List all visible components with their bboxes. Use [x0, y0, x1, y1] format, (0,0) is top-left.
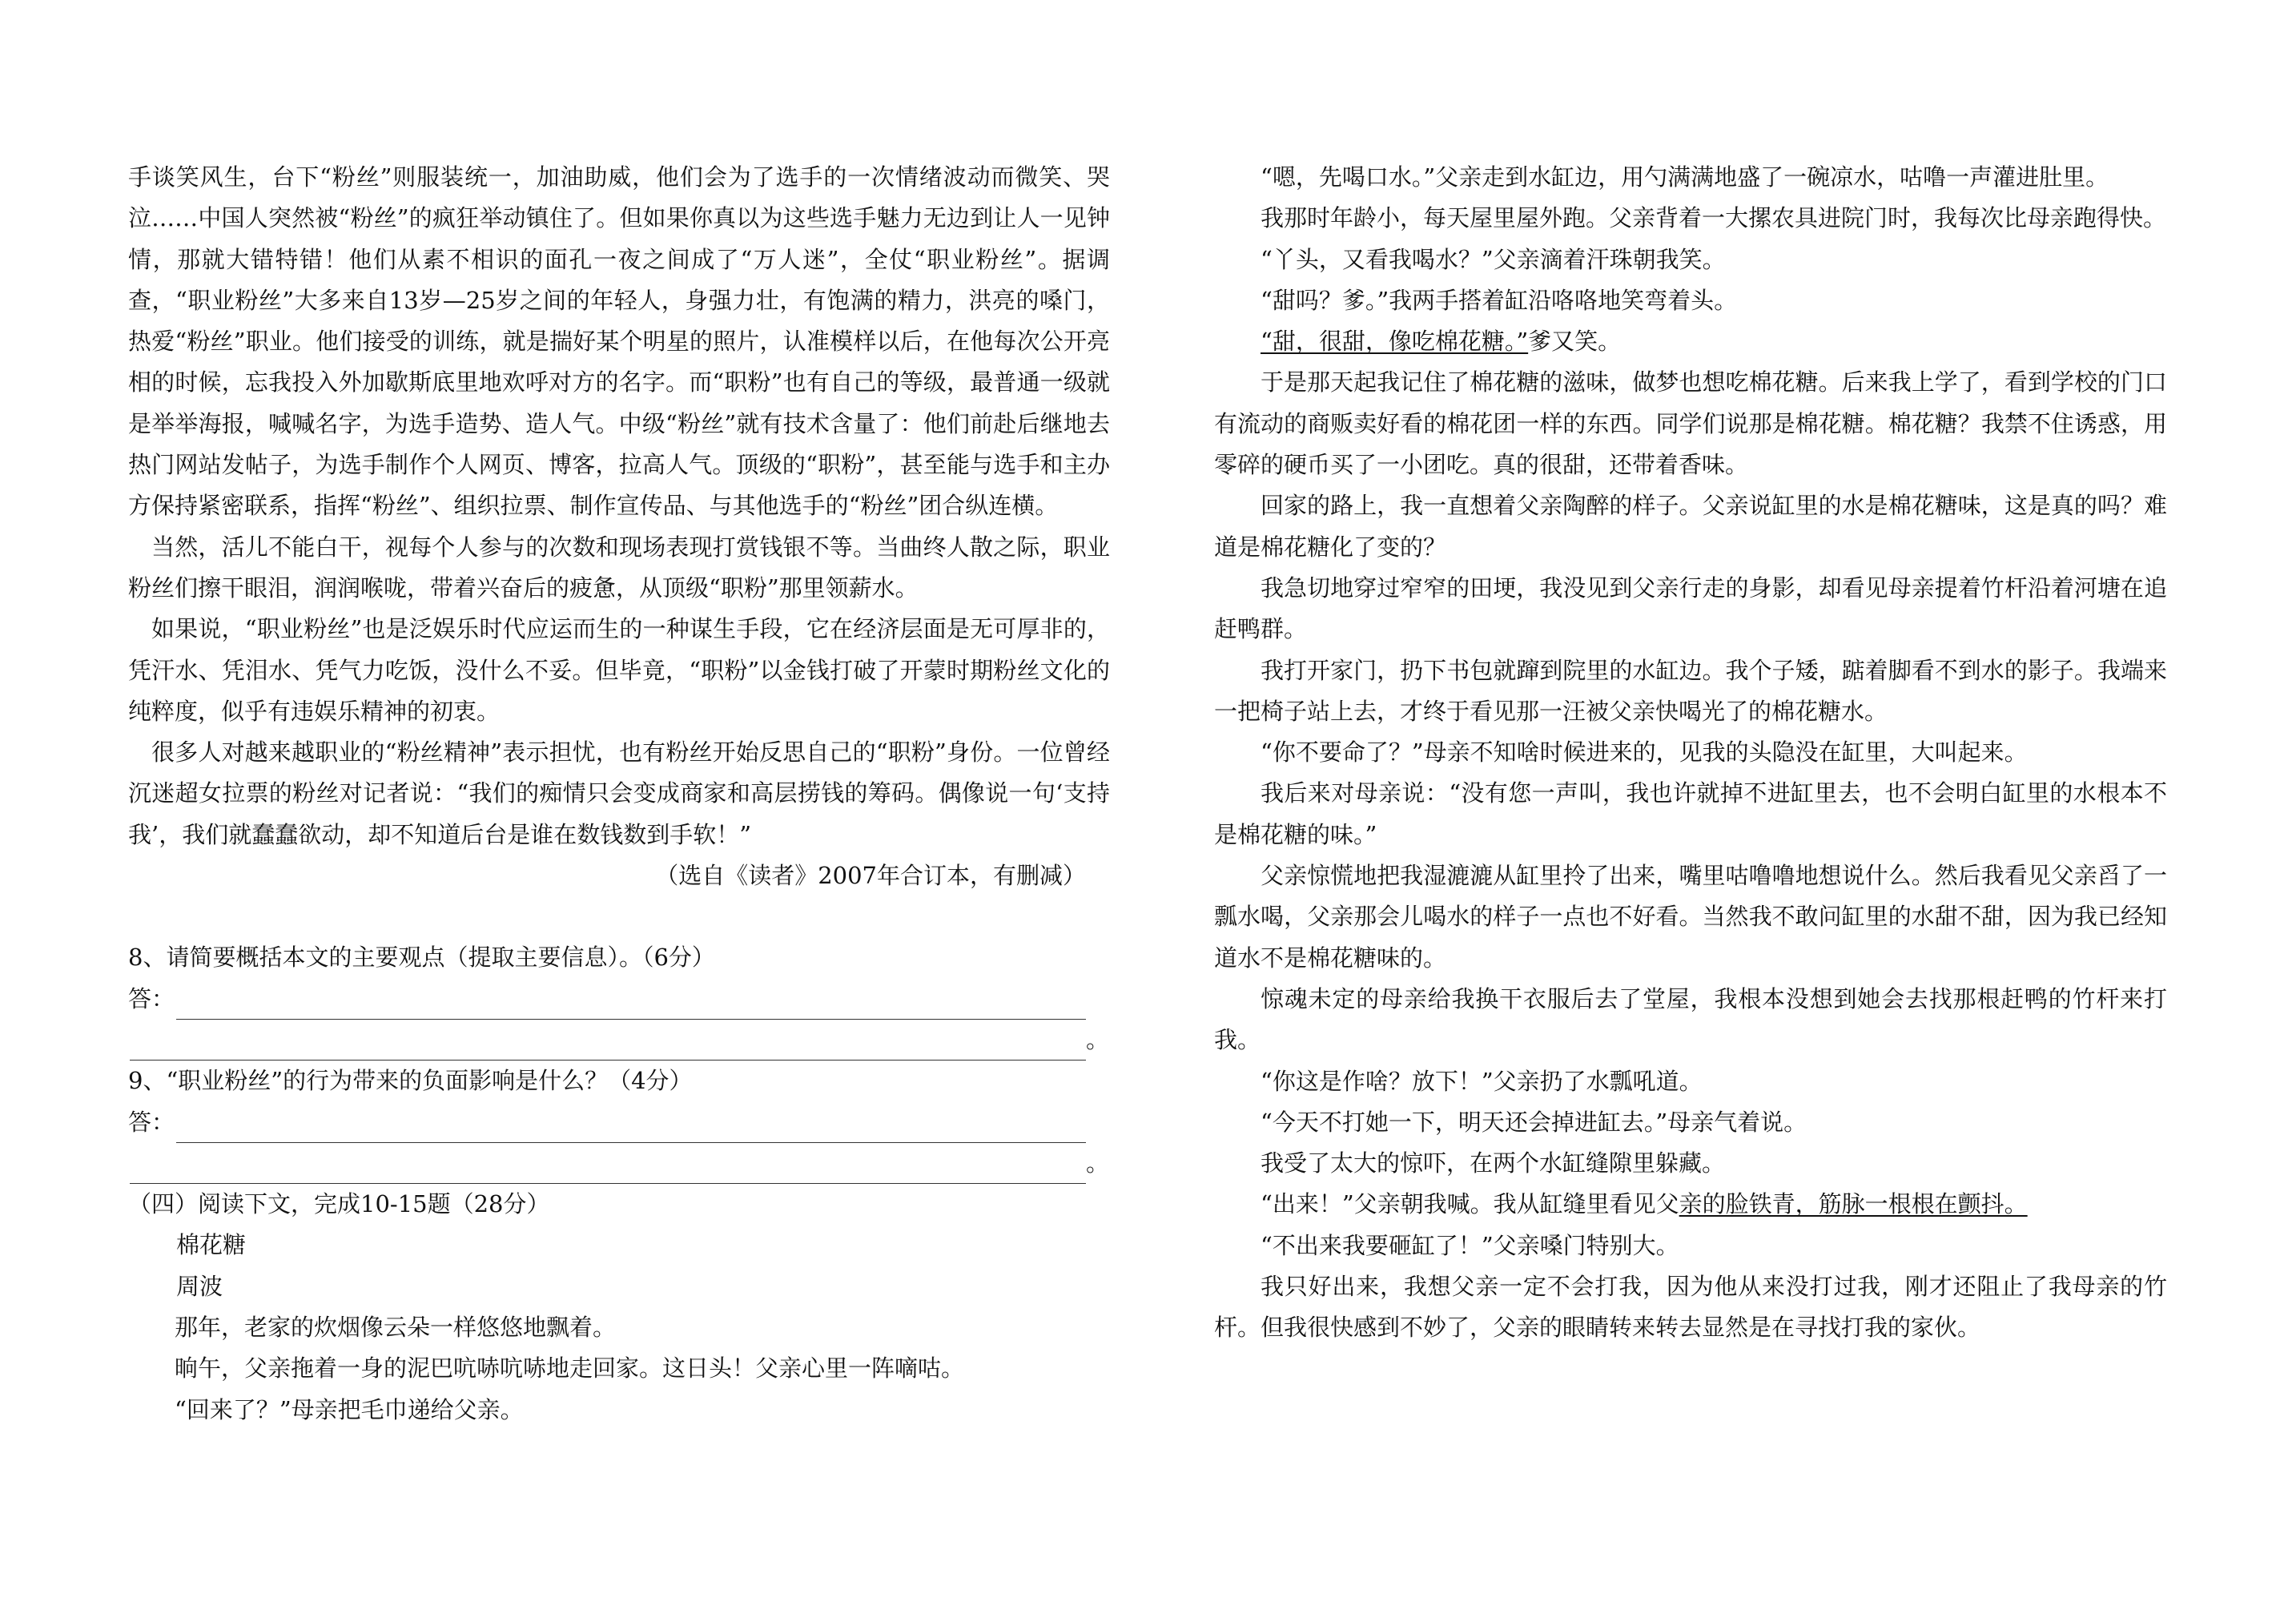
story-paragraph: 我只好出来，我想父亲一定不会打我，因为他从来没打过我，刚才还阻止了我母亲的竹杆。但我很快感到不妙了，父亲的眼睛转来转去显然是在寻找打我的家伙。	[1214, 1273, 2167, 1342]
sentence-rest: 爹又笑。	[1528, 328, 1622, 356]
section-heading: （四）阅读下文，完成10-15题（28分）	[128, 1190, 550, 1218]
passage-paragraph: 手谈笑风生，台下“粉丝”则服装统一，加油助威，他们会为了选手的一次情绪波动而微笑、哭泣……中国人突然被“粉丝”的疯狂举动镇住了。但如果你真以为这些选手魅力无边到让人一见钟情，那就大错特错！他们从素不相识的面孔一夜之间成了“万人迷”，全仗“职业粉丝”。据调查，“职业粉丝”大多来自13岁—25岁之间的年轻人，身强力壮，有饱满的精力，洪亮的嗓门，热爱“粉丝”职业。他们接受的训练，就是揣好某个明星的照片，认准模样以后，在他每次公开亮相的时候，忘我投入外加歇斯底里地欢呼对方的名字。而“职粉”也有自己的等级，最普通一级就是举举海报，喊喊名字，为选手造势、造人气。中级“粉丝”就有技术含量了：他们前赴后继地去热门网站发帖子，为选手制作个人网页、博客，拉高人气。顶级的“职粉”，甚至能与选手和主办方保持紧密联系，指挥“粉丝”、组织拉票、制作宣传品、与其他选手的“粉丝”团合纵连横。	[128, 163, 1110, 520]
right-column	[1214, 157, 2167, 1349]
source-citation: （选自《读者》2007年合订本，有删减）	[655, 862, 1086, 890]
story-paragraph: “不出来我要砸缸了！”父亲嗓门特别大。	[1261, 1231, 1679, 1259]
spacer	[128, 896, 1110, 937]
answer-line-q8-2[interactable]	[128, 1020, 1110, 1061]
story-paragraph: 晌午，父亲拖着一身的泥巴吭哧吭哧地走回家。这日头！父亲心里一阵嘀咕。	[175, 1354, 965, 1383]
story-paragraph: “甜吗？爹。”我两手搭着缸沿咯咯地笑弯着头。	[1261, 286, 1738, 314]
answer-end: 。	[1086, 1025, 1110, 1053]
story-paragraph	[1214, 1184, 2167, 1225]
story-paragraph	[1214, 321, 2167, 362]
answer-blank[interactable]	[130, 1032, 1086, 1061]
passage-paragraph: 很多人对越来越职业的“粉丝精神”表示担忧，也有粉丝开始反思自己的“职粉”身份。一位曾经沉迷超女拉票的粉丝对记者说：“我们的痴情只会变成商家和高层捞钱的筹码。偶像说一句‘支持我’，我们就蠢蠢欲动，却不知道后台是谁在数钱数到手软！”	[128, 739, 1110, 848]
answer-label: 答：	[128, 1108, 175, 1136]
answer-blank[interactable]	[130, 1156, 1086, 1184]
passage-paragraph: 当然，活儿不能白干，视每个人参与的次数和现场表现打赏钱银不等。当曲终人散之际，职业粉丝们擦干眼泪，润润喉咙，带着兴奋后的疲惫，从顶级“职粉”那里领薪水。	[128, 533, 1110, 602]
story-paragraph: 回家的路上，我一直想着父亲陶醉的样子。父亲说缸里的水是棉花糖味，这是真的吗？难道是棉花糖化了变的？	[1214, 492, 2167, 561]
story-paragraph: 父亲惊慌地把我湿漉漉从缸里拎了出来，嘴里咕噜噜地想说什么。然后我看见父亲舀了一瓢水喝，父亲那会儿喝水的样子一点也不好看。当然我不敢问缸里的水甜不甜，因为我已经知道水不是棉花糖味的。	[1214, 862, 2167, 972]
story-paragraph: “你不要命了？”母亲不知啥时候进来的，见我的头隐没在缸里，大叫起来。	[1261, 739, 2028, 767]
answer-label: 答：	[128, 984, 175, 1012]
story-paragraph: 惊魂未定的母亲给我换干衣服后去了堂屋，我根本没想到她会去找那根赶鸭的竹杆来打我。	[1214, 984, 2167, 1054]
question-8: 8、请简要概括本文的主要观点（提取主要信息）。（6分）	[128, 944, 715, 972]
answer-blank[interactable]	[176, 992, 1086, 1020]
story-paragraph: “你这是作啥？放下！”父亲扔了水瓢吼道。	[1261, 1067, 1703, 1095]
underlined-sentence: “甜，很甜，像吃棉花糖。”	[1261, 328, 1529, 356]
story-paragraph: 我后来对母亲说：“没有您一声叫，我也许就掉不进缸里去，也不会明白缸里的水根本不是棉花糖的味。”	[1214, 779, 2167, 848]
left-column	[128, 157, 1110, 1431]
sentence-start: “出来！”父亲朝我喊。我从缸缝里看见父	[1261, 1190, 1679, 1218]
story-paragraph: 我打开家门，扔下书包就蹿到院里的水缸边。我个子矮，踮着脚看不到水的影子。我端来一把椅子站上去，才终于看见那一汪被父亲快喝光了的棉花糖水。	[1214, 656, 2167, 725]
answer-end: 。	[1086, 1149, 1110, 1177]
story-paragraph: 那年，老家的炊烟像云朵一样悠悠地飘着。	[175, 1314, 617, 1342]
story-author: 周波	[176, 1272, 223, 1300]
underlined-sentence: 亲的脸铁青，筋脉一根根在颤抖。	[1679, 1190, 2028, 1218]
story-paragraph: “回来了？”母亲把毛巾递给父亲。	[175, 1395, 524, 1423]
story-title: 棉花糖	[176, 1231, 247, 1259]
story-paragraph: 我受了太大的惊吓，在两个水缸缝隙里躲藏。	[1261, 1149, 1726, 1177]
story-paragraph: “今天不打她一下，明天还会掉进缸去。”母亲气着说。	[1261, 1108, 1807, 1136]
answer-line-q8-1[interactable]	[128, 979, 1110, 1020]
story-paragraph: “嗯，先喝口水。”父亲走到水缸边，用勺满满地盛了一碗凉水，咕噜一声灌进肚里。	[1261, 163, 2109, 191]
story-paragraph: 于是那天起我记住了棉花糖的滋味，做梦也想吃棉花糖。后来我上学了，看到学校的门口有流动的商贩卖好看的棉花团一样的东西。同学们说那是棉花糖。棉花糖？我禁不住诱惑，用零碎的硬币买了一小团吃。真的很甜，还带着香味。	[1214, 368, 2167, 479]
answer-line-q9-2[interactable]	[128, 1143, 1110, 1184]
answer-blank[interactable]	[176, 1115, 1086, 1143]
passage-paragraph: 如果说，“职业粉丝”也是泛娱乐时代应运而生的一种谋生手段，它在经济层面是无可厚非的，凭汗水、凭泪水、凭气力吃饭，没什么不妥。但毕竟，“职粉”以金钱打破了开蒙时期粉丝文化的纯粹度，似乎有违娱乐精神的初衷。	[128, 615, 1110, 725]
story-paragraph: 我那时年龄小，每天屋里屋外跑。父亲背着一大摞农具进院门时，我每次比母亲跑得快。	[1261, 204, 2167, 232]
story-paragraph: “丫头，又看我喝水？”父亲滴着汗珠朝我笑。	[1261, 245, 1726, 273]
answer-line-q9-1[interactable]	[128, 1102, 1110, 1143]
story-paragraph: 我急切地穿过窄窄的田埂，我没见到父亲行走的身影，却看见母亲提着竹杆沿着河塘在追赶鸭群。	[1214, 574, 2167, 643]
question-9: 9、“职业粉丝”的行为带来的负面影响是什么？（4分）	[128, 1067, 693, 1095]
